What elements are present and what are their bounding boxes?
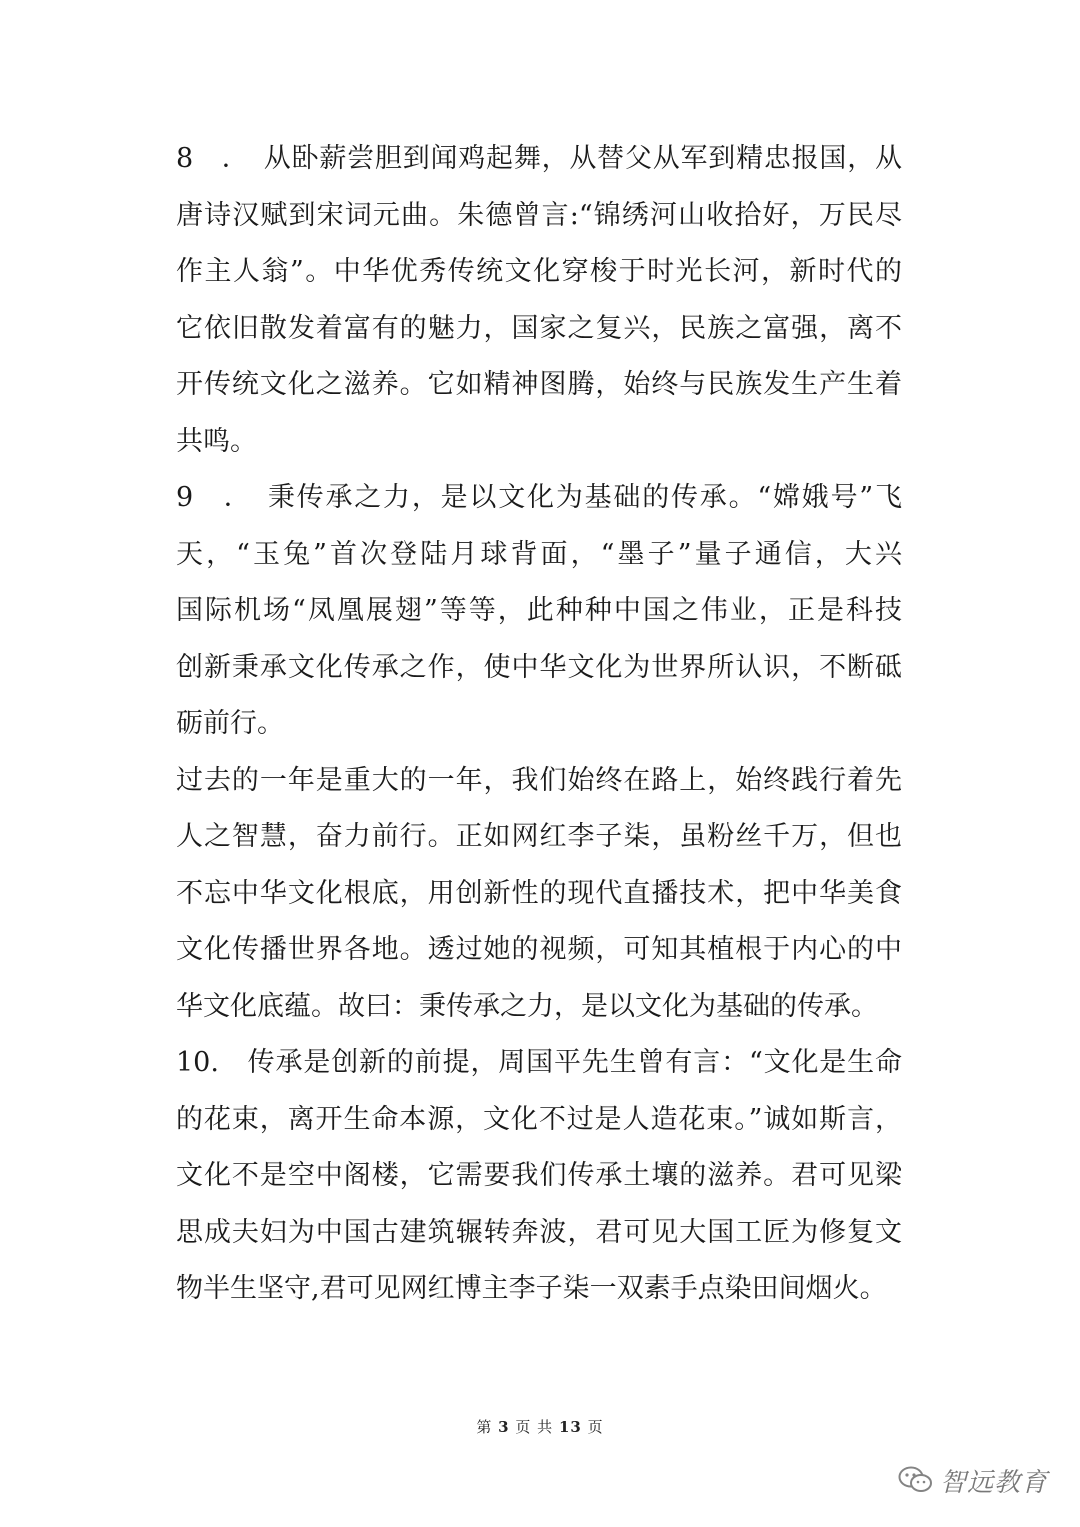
text-line: 不忘中华文化根底，用创新性的现代直播技术，把中华美食: [176, 877, 902, 909]
text-line: 天，“玉兔”首次登陆月球背面，“墨子”量子通信，大兴: [176, 538, 902, 570]
text-line: 文化不是空中阁楼，它需要我们传承土壤的滋养。君可见梁: [176, 1160, 902, 1191]
text-line: 华文化底蕴。故曰：秉传承之力，是以文化为基础的传承。: [176, 990, 878, 1022]
footer-total-pages: 13: [558, 1418, 582, 1436]
paragraph-p9: [176, 470, 902, 753]
footer-current-page: 3: [498, 1418, 510, 1436]
footer-middle: 页 共: [515, 1418, 554, 1436]
footer-suffix: 页: [587, 1418, 604, 1436]
text-line: 唐诗汉赋到宋词元曲。朱德曾言:“锦绣河山收拾好，万民尽: [176, 199, 902, 231]
text-line: 8 ． 从卧薪尝胆到闻鸡起舞，从替父从军到精忠报国，从: [176, 143, 902, 174]
text-line: 9 ． 秉传承之力，是以文化为基础的传承。“嫦娥号”飞: [176, 482, 902, 513]
text-line: 国际机场“凤凰展翅”等等，此种种中国之伟业，正是科技: [176, 595, 902, 626]
text-line: 物半生坚守,君可见网红博主李子柒一双素手点染田间烟火。: [176, 1273, 887, 1304]
watermark-text: 智远教育: [940, 1467, 1049, 1498]
watermark: [898, 1458, 1048, 1502]
text-line: 砺前行。: [176, 708, 284, 739]
text-line: 文化传播世界各地。透过她的视频，可知其植根于内心的中: [176, 934, 902, 965]
text-line: 思成夫妇为中国古建筑辗转奔波，君可见大国工匠为修复文: [176, 1216, 902, 1248]
page-footer: [0, 1416, 1080, 1437]
footer-prefix: 第: [476, 1418, 493, 1436]
text-line: 过去的一年是重大的一年，我们始终在路上，始终践行着先: [176, 764, 902, 796]
text-line: 它依旧散发着富有的魅力，国家之复兴，民族之富强，离不: [176, 312, 902, 344]
document-body: [176, 131, 902, 1318]
text-line: 人之智慧，奋力前行。正如网红李子柒，虽粉丝千万，但也: [176, 821, 902, 852]
text-line: 创新秉承文化传承之作，使中华文化为世界所认识，不断砥: [176, 651, 902, 683]
wechat-icon: [898, 1465, 934, 1495]
text-line: 10. 传承是创新的前提，周国平先生曾有言：“文化是生命: [176, 1047, 902, 1078]
text-line: 的花束，离开生命本源，文化不过是人造花束。”诚如斯言，: [176, 1103, 902, 1135]
paragraph-p8: [176, 131, 902, 470]
text-line: 共鸣。: [176, 425, 257, 457]
paragraph-p10: [176, 1035, 902, 1318]
paragraph-p9b: [176, 753, 902, 1036]
text-line: 作主人翁”。中华优秀传统文化穿梭于时光长河，新时代的: [176, 256, 902, 287]
text-line: 开传统文化之滋养。它如精神图腾，始终与民族发生产生着: [176, 369, 902, 400]
